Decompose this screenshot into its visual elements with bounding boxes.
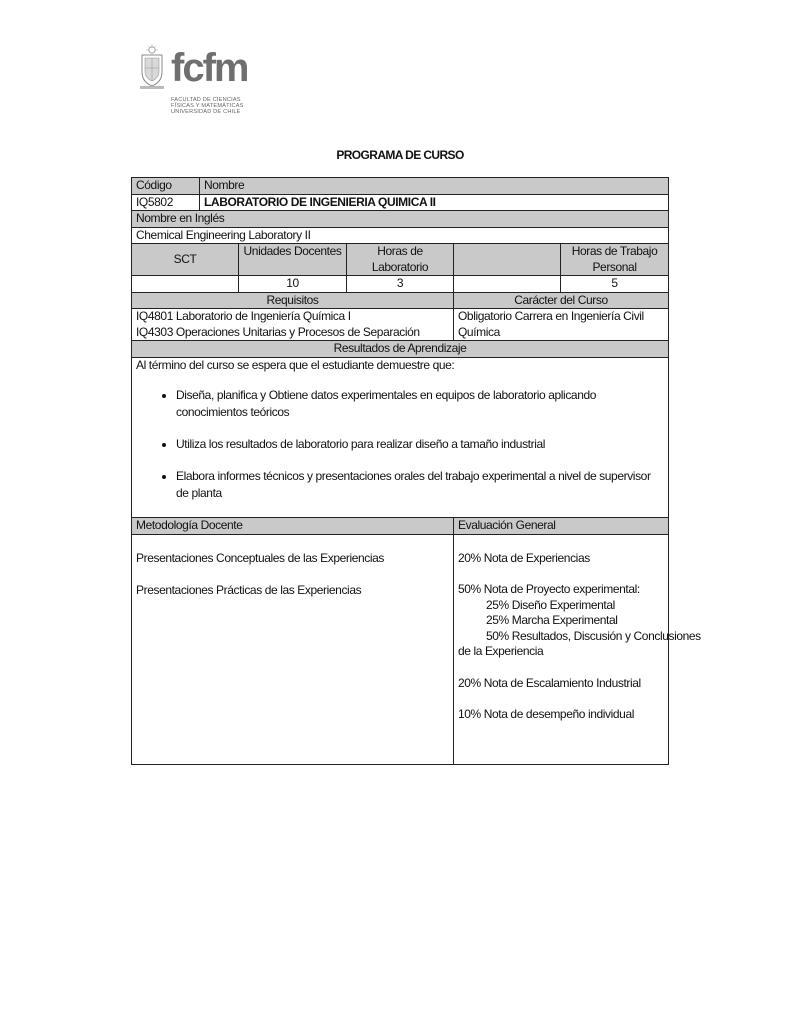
learning-results: [132, 357, 669, 518]
requirement-item: IQ4801 Laboratorio de Ingeniería Química I: [136, 309, 351, 323]
course-code: IQ5802: [132, 194, 239, 211]
evaluation-project-item: 25% Diseño Experimental: [486, 597, 615, 612]
table-row: [132, 194, 669, 211]
logo-subtitle-line: FACULTAD DE CIENCIAS: [171, 97, 241, 103]
units-label: Unidades Docentes: [239, 244, 347, 276]
lab-hours-value: 3: [347, 276, 454, 293]
personal-hours-value: 5: [561, 276, 669, 293]
learning-results-header: Resultados de Aprendizaje: [132, 341, 669, 358]
list-item: • Utiliza los resultados de laboratorio para realizar diseño a tamaño industrial: [176, 436, 664, 453]
page-title: PROGRAMA DE CURSO: [336, 148, 464, 162]
lab-hours-label: Horas de Laboratorio: [347, 244, 454, 276]
learning-results-intro: Al término del curso se espera que el estudiante demuestre que:: [136, 357, 455, 372]
evaluation-project: [458, 582, 701, 660]
evaluation-performance: 10% Nota de desempeño individual: [458, 707, 634, 721]
sct-label: SCT: [132, 244, 239, 276]
english-name-header: Nombre en Inglés: [132, 211, 669, 228]
table-row: [132, 244, 669, 276]
personal-hours-label: Horas de Trabajo Personal: [561, 244, 669, 276]
logo-wordmark: fcfm: [171, 46, 248, 90]
table-row: [132, 276, 669, 293]
course-character: Obligatorio Carrera en Ingeniería Civil Química: [454, 309, 669, 341]
blank-header-cell: [454, 244, 561, 276]
methodology-item: Presentaciones Conceptuales de las Experiencias: [136, 550, 385, 565]
code-header: Código: [132, 178, 239, 195]
table-row: [132, 178, 669, 195]
methodology-content: [132, 534, 454, 764]
table-row: [132, 534, 669, 764]
evaluation-experiences: 20% Nota de Experiencias: [458, 550, 590, 565]
course-name-cell: [204, 194, 669, 211]
evaluation-header: Evaluación General: [454, 518, 669, 535]
table-row: [132, 357, 669, 518]
name-header-label: Nombre: [199, 178, 244, 194]
list-item: • Diseña, planifica y Obtiene datos experimentales en equipos de laboratorio aplicando conocimientos teóricos: [176, 387, 664, 421]
evaluation-project-item: 25% Marcha Experimental: [486, 613, 618, 627]
course-program-table: [131, 177, 701, 765]
english-name: Chemical Engineering Laboratory II: [132, 227, 669, 244]
requirements-list: [132, 309, 454, 341]
evaluation-project-item-cont: de la Experiencia: [458, 644, 544, 658]
table-row: [132, 292, 669, 309]
evaluation-scaling: 20% Nota de Escalamiento Industrial: [458, 675, 641, 690]
evaluation-project-title: 50% Nota de Proyecto experimental:: [458, 582, 640, 596]
requirement-item: IQ4303 Operaciones Unitarias y Procesos de Separación: [136, 324, 420, 339]
sct-value: [132, 276, 239, 293]
evaluation-project-item: 50% Resultados, Discusión y Conclusiones: [486, 628, 701, 643]
course-name: LABORATORIO DE INGENIERIA QUIMICA II: [199, 195, 436, 211]
table-row: [132, 227, 669, 244]
logo-subtitle-line: FÍSICAS Y MATEMÁTICAS: [171, 103, 244, 110]
logo-subtitle-line: UNIVERSIDAD DE CHILE: [171, 109, 241, 116]
table-row: [132, 518, 669, 535]
list-item: • Elabora informes técnicos y presentaciones orales del trabajo experimental a nivel de supervisor de planta: [176, 468, 664, 502]
table-row: [132, 211, 669, 228]
blank-value-cell: [454, 276, 561, 293]
requirements-header: Requisitos: [132, 292, 454, 309]
university-seal-icon: [137, 44, 167, 90]
learning-results-list: [136, 387, 664, 502]
logo-subtitle: [171, 97, 244, 116]
methodology-item: Presentaciones Prácticas de las Experiencias: [136, 583, 362, 597]
evaluation-content: [454, 534, 701, 764]
units-value: 10: [239, 276, 347, 293]
course-character-header: Carácter del Curso: [454, 292, 669, 309]
table-row: [132, 341, 669, 358]
fcfm-logo: [137, 44, 257, 118]
methodology-header: Metodología Docente: [132, 518, 454, 535]
table-row: [132, 309, 669, 341]
name-header: [204, 178, 669, 195]
